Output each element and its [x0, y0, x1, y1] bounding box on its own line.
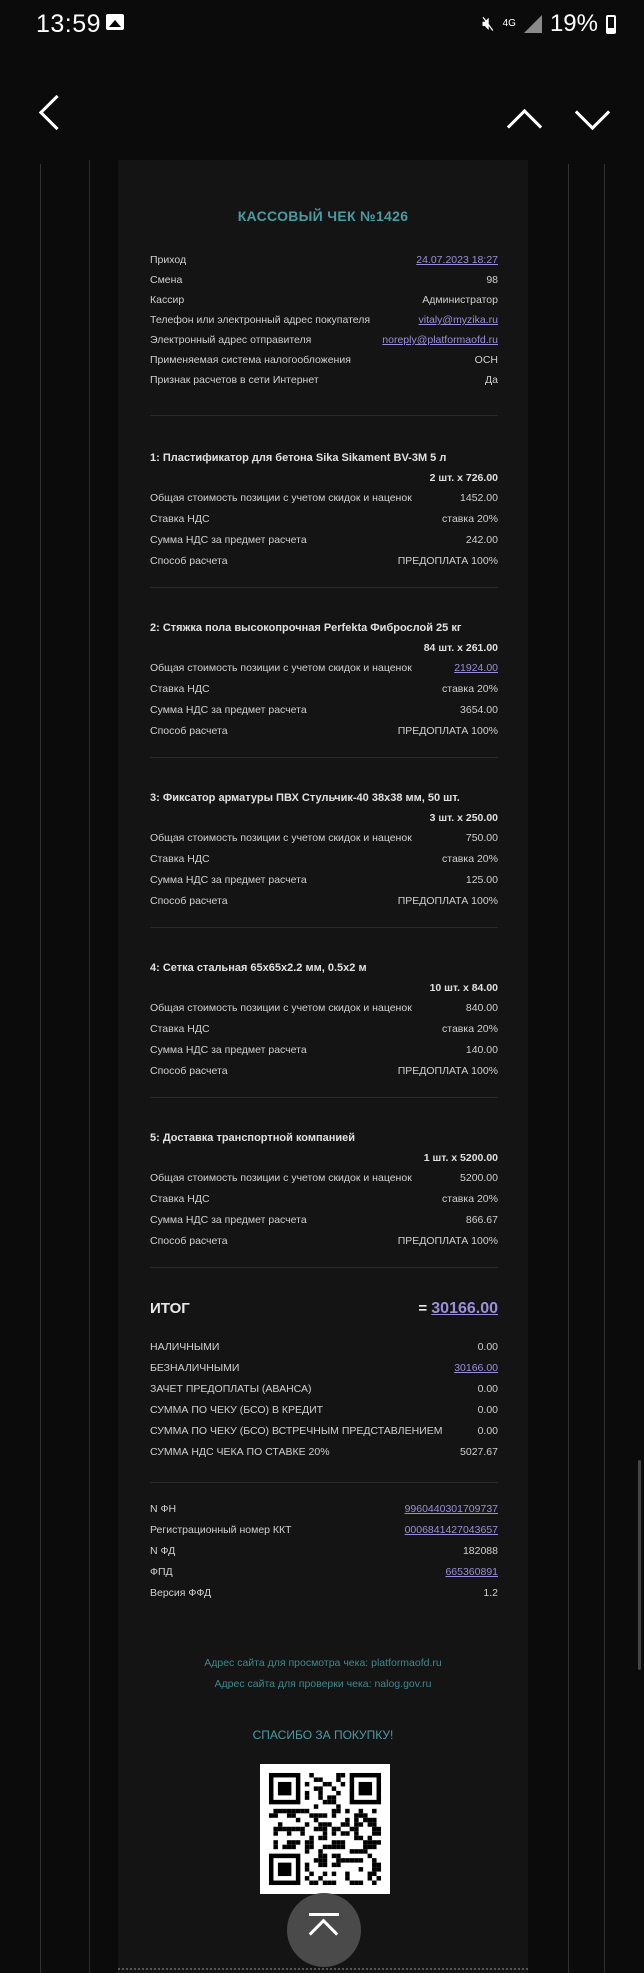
- divider: [150, 1482, 498, 1483]
- item-row-total: [150, 1172, 498, 1190]
- row-label: Телефон или электронный адрес покупателя: [150, 314, 371, 326]
- gallery-notification-icon: [106, 14, 124, 30]
- item-row-vat-sum: [150, 534, 498, 552]
- item-row-total: [150, 662, 498, 680]
- grand-total-value-group: [418, 1300, 498, 1318]
- row-label: ФПД: [150, 1566, 173, 1578]
- row-label: Признак расчетов в сети Интернет: [150, 374, 319, 386]
- row-value: 3654.00: [460, 704, 498, 716]
- thanks-text: СПАСИБО ЗА ПОКУПКУ!: [252, 1728, 394, 1742]
- row-label: Ставка НДС: [150, 853, 210, 865]
- divider: [150, 415, 498, 416]
- item-quantity: 2 шт. x 726.00: [429, 472, 498, 484]
- payment-row: [150, 1425, 498, 1443]
- row-value: 5027.67: [460, 1446, 498, 1458]
- row-value: ставка 20%: [442, 1023, 498, 1035]
- row-value: ОСН: [474, 354, 498, 366]
- item-quantity: 10 шт. x 84.00: [429, 982, 498, 994]
- row-label: СУММА ПО ЧЕКУ (БСО) ВСТРЕЧНЫМ ПРЕДСТАВЛЕНИЕМ: [150, 1425, 443, 1437]
- row-label: N ФН: [150, 1503, 177, 1515]
- row-value-link[interactable]: 0006841427043657: [404, 1524, 498, 1536]
- signal-icon: [524, 15, 542, 33]
- row-label: Применяемая система налогообложения: [150, 354, 351, 366]
- grand-total: [150, 1300, 498, 1326]
- row-value: 866.67: [465, 1214, 498, 1226]
- item-title: 2: Стяжка пола высокопрочная Perfekta Фиброслой 25 кг: [150, 622, 462, 634]
- item-row-payment: [150, 895, 498, 913]
- row-value: 1.2: [483, 1587, 498, 1599]
- row-value: 182088: [462, 1545, 498, 1557]
- fiscal-row: [150, 1566, 498, 1584]
- row-value: 5200.00: [460, 1172, 498, 1184]
- item-row-payment: [150, 1235, 498, 1253]
- row-value: 98: [486, 274, 498, 286]
- item-title: 4: Сетка стальная 65х65х2.2 мм, 0.5х2 м: [150, 962, 367, 974]
- item-quantity: 3 шт. x 250.00: [429, 812, 498, 824]
- row-value: 0.00: [477, 1404, 498, 1416]
- row-label: Кассир: [150, 294, 185, 306]
- item-row-total: [150, 492, 498, 510]
- row-label: ЗАЧЕТ ПРЕДОПЛАТЫ (АВАНСА): [150, 1383, 312, 1395]
- row-value: ПРЕДОПЛАТА 100%: [397, 1065, 498, 1077]
- item-quantity: 1 шт. x 5200.00: [423, 1152, 498, 1164]
- grand-total-prefix: =: [418, 1300, 428, 1317]
- payment-row: [150, 1446, 498, 1464]
- row-label: Электронный адрес отправителя: [150, 334, 312, 346]
- row-label: Приход: [150, 254, 187, 266]
- row-value: ставка 20%: [442, 683, 498, 695]
- header-row: [150, 374, 498, 392]
- fiscal-row: [150, 1503, 498, 1521]
- row-label: Общая стоимость позиции с учетом скидок и наценок: [150, 662, 412, 674]
- row-value: ПРЕДОПЛАТА 100%: [397, 725, 498, 737]
- row-value: ПРЕДОПЛАТА 100%: [397, 895, 498, 907]
- frame-line: [568, 164, 569, 1973]
- site-view-link[interactable]: Адрес сайта для просмотра чека: platformaofd.ru: [204, 1657, 442, 1669]
- item-row-total: [150, 1002, 498, 1020]
- row-label: Смена: [150, 274, 183, 286]
- item-row-vat-sum: [150, 874, 498, 892]
- row-value: 0.00: [477, 1341, 498, 1353]
- row-value-link[interactable]: 30166.00: [454, 1362, 498, 1374]
- item-row-vat-rate: [150, 513, 498, 531]
- row-value: 840.00: [465, 1002, 498, 1014]
- row-label: Общая стоимость позиции с учетом скидок и наценок: [150, 1002, 412, 1014]
- payment-row: [150, 1404, 498, 1422]
- viewer-toolbar: [0, 48, 644, 166]
- fiscal-row: [150, 1545, 498, 1563]
- row-label: Сумма НДС за предмет расчета: [150, 534, 307, 546]
- row-label: Сумма НДС за предмет расчета: [150, 1044, 307, 1056]
- row-label: Сумма НДС за предмет расчета: [150, 874, 307, 886]
- item-row-vat-rate: [150, 1023, 498, 1041]
- item-row-vat-rate: [150, 1193, 498, 1211]
- item-row-vat-rate: [150, 683, 498, 701]
- row-label: Сумма НДС за предмет расчета: [150, 1214, 307, 1226]
- divider: [150, 927, 498, 928]
- row-label: НАЛИЧНЫМИ: [150, 1341, 220, 1353]
- row-label: Общая стоимость позиции с учетом скидок и наценок: [150, 492, 412, 504]
- grand-total-label: ИТОГ: [150, 1300, 190, 1317]
- item-row-payment: [150, 555, 498, 573]
- payment-row: [150, 1341, 498, 1359]
- row-label: Общая стоимость позиции с учетом скидок и наценок: [150, 1172, 412, 1184]
- scroll-to-top-button[interactable]: [287, 1893, 361, 1967]
- row-label: Способ расчета: [150, 1065, 228, 1077]
- row-value-link[interactable]: 21924.00: [454, 662, 498, 674]
- fiscal-row: [150, 1587, 498, 1605]
- item-row-vat-sum: [150, 704, 498, 722]
- item-row-vat-sum: [150, 1214, 498, 1232]
- row-value-link[interactable]: vitaly@myzika.ru: [418, 314, 498, 326]
- row-value: 0.00: [477, 1425, 498, 1437]
- item-row-payment: [150, 1065, 498, 1083]
- scroll-top-bar-icon: [309, 1913, 339, 1916]
- row-label: Способ расчета: [150, 1235, 228, 1247]
- row-label: Ставка НДС: [150, 1023, 210, 1035]
- frame-line: [604, 164, 605, 1973]
- battery-percent: 19%: [549, 10, 598, 37]
- row-value: ставка 20%: [442, 1193, 498, 1205]
- row-label: Ставка НДС: [150, 513, 210, 525]
- payment-row: [150, 1383, 498, 1401]
- grand-total-value[interactable]: 30166.00: [431, 1300, 498, 1317]
- item-row-vat-sum: [150, 1044, 498, 1062]
- header-row: [150, 254, 498, 272]
- row-value: ставка 20%: [442, 853, 498, 865]
- row-value-link[interactable]: noreply@platformaofd.ru: [382, 334, 498, 346]
- row-value: 1452.00: [460, 492, 498, 504]
- row-label: Способ расчета: [150, 555, 228, 567]
- divider: [150, 587, 498, 588]
- item-title: 3: Фиксатор арматуры ПВХ Стульчик-40 38х38 мм, 50 шт.: [150, 792, 460, 804]
- item-row-total: [150, 832, 498, 850]
- row-label: Ставка НДС: [150, 1193, 210, 1205]
- item-quantity: 84 шт. x 261.00: [423, 642, 498, 654]
- site-check-link[interactable]: Адрес сайта для проверки чека: nalog.gov.ru: [214, 1678, 432, 1690]
- divider: [150, 757, 498, 758]
- item-row-payment: [150, 725, 498, 743]
- row-value: 242.00: [465, 534, 498, 546]
- row-value: Да: [485, 374, 498, 386]
- row-value: 750.00: [465, 832, 498, 844]
- clock: 13:59: [36, 10, 102, 38]
- row-label: Версия ФФД: [150, 1587, 212, 1599]
- item-title: 5: Доставка транспортной компанией: [150, 1132, 356, 1144]
- row-label: N ФД: [150, 1545, 176, 1557]
- mute-icon: 🔇︎: [482, 12, 495, 35]
- row-label: СУММА НДС ЧЕКА ПО СТАВКЕ 20%: [150, 1446, 330, 1458]
- row-value: 0.00: [477, 1383, 498, 1395]
- divider: [150, 1097, 498, 1098]
- row-label: Ставка НДС: [150, 683, 210, 695]
- item-row-vat-rate: [150, 853, 498, 871]
- row-value: 125.00: [465, 874, 498, 886]
- frame-line: [40, 164, 41, 1973]
- row-value: ставка 20%: [442, 513, 498, 525]
- item-title: 1: Пластификатор для бетона Sika Sikament BV-3M 5 л: [150, 452, 447, 464]
- header-row: [150, 334, 498, 352]
- row-value: ПРЕДОПЛАТА 100%: [397, 555, 498, 567]
- qr-code: [260, 1764, 390, 1894]
- header-row: [150, 354, 498, 372]
- divider: [150, 1267, 498, 1268]
- battery-icon: [606, 15, 616, 34]
- row-value-link[interactable]: 24.07.2023 18:27: [416, 254, 498, 266]
- header-row: [150, 294, 498, 312]
- row-value: ПРЕДОПЛАТА 100%: [397, 1235, 498, 1247]
- status-bar: [0, 0, 644, 48]
- chevron-up-icon: [309, 1919, 339, 1949]
- frame-line: [89, 160, 90, 1973]
- row-value: Администратор: [422, 294, 498, 306]
- row-label: БЕЗНАЛИЧНЫМИ: [150, 1362, 240, 1374]
- row-value-link[interactable]: 665360891: [445, 1566, 498, 1578]
- row-label: Способ расчета: [150, 895, 228, 907]
- row-label: Способ расчета: [150, 725, 228, 737]
- header-row: [150, 274, 498, 292]
- fiscal-row: [150, 1524, 498, 1542]
- receipt: [118, 160, 528, 1973]
- row-label: Сумма НДС за предмет расчета: [150, 704, 307, 716]
- scrollbar[interactable]: [638, 1460, 641, 1670]
- network-type-label: 4G: [502, 18, 516, 29]
- receipt-title: КАССОВЫЙ ЧЕК №1426: [237, 208, 409, 224]
- header-row: [150, 314, 498, 332]
- row-label: СУММА ПО ЧЕКУ (БСО) В КРЕДИТ: [150, 1404, 324, 1416]
- payment-row: [150, 1362, 498, 1380]
- row-value-link[interactable]: 9960440301709737: [404, 1503, 498, 1515]
- row-label: Общая стоимость позиции с учетом скидок и наценок: [150, 832, 412, 844]
- row-label: Регистрационный номер ККТ: [150, 1524, 292, 1536]
- row-value: 140.00: [465, 1044, 498, 1056]
